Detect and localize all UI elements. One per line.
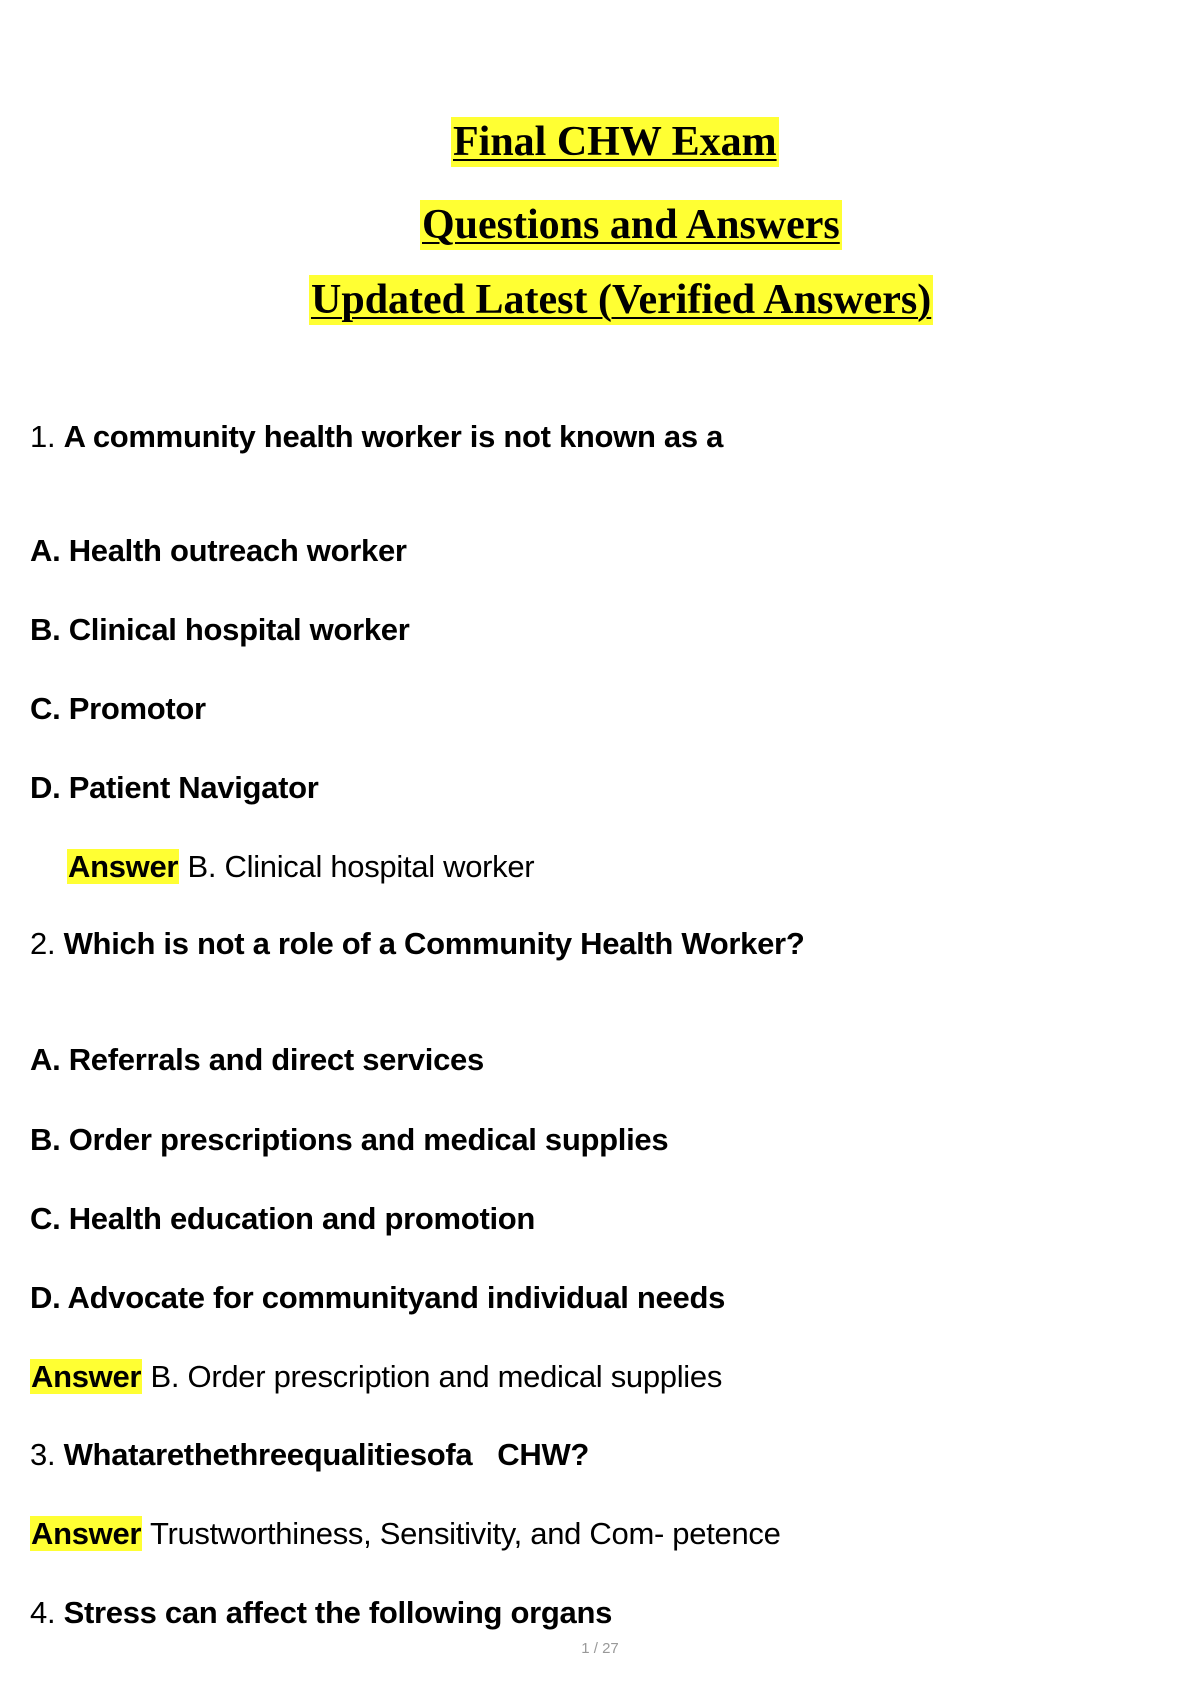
question-text: A community health worker is not known as a [63,419,724,454]
answer-label: Answer [31,1359,142,1394]
question-1 [30,417,723,457]
question-2-answer [30,1357,722,1397]
document-title: Final CHW Exam [453,119,777,165]
question-1-option-a: A. Health outreach worker [30,533,407,568]
question-number: 1. [30,419,56,454]
question-1-option-b: B. Clinical hospital worker [30,612,410,647]
document-tagline: Updated Latest (Verified Answers) [311,277,932,323]
question-4 [30,1593,612,1633]
question-1-answer [67,847,534,887]
question-number: 3. [30,1437,56,1472]
question-2-option-a: A. Referrals and direct services [30,1042,484,1077]
answer-label: Answer [68,849,179,884]
question-number: 2. [30,926,56,961]
question-2-option-b: B. Order prescriptions and medical supplies [30,1122,669,1157]
question-2-option-d: D. Advocate for communityand individual needs [30,1280,726,1315]
answer-label: Answer [31,1516,142,1551]
question-1-option-d: D. Patient Navigator [30,770,319,805]
question-text: Stress can affect the following organs [63,1595,613,1630]
question-2-option-c: C. Health education and promotion [30,1201,536,1236]
question-number: 4. [30,1595,56,1630]
question-text: Which is not a role of a Community Health Worker? [63,926,805,961]
page-indicator: 1 / 27 [581,1640,619,1657]
answer-text: B. Order prescription and medical supplies [150,1359,723,1394]
question-3 [30,1435,589,1475]
answer-text: B. Clinical hospital worker [187,849,535,884]
document-subtitle: Questions and Answers [422,202,840,248]
question-text: Whatarethethreequalitiesofa CHW? [63,1437,590,1472]
answer-text: Trustworthiness, Sensitivity, and Com- petence [149,1516,781,1551]
question-2 [30,924,804,964]
question-3-answer [30,1514,781,1554]
question-1-option-c: C. Promotor [30,691,206,726]
